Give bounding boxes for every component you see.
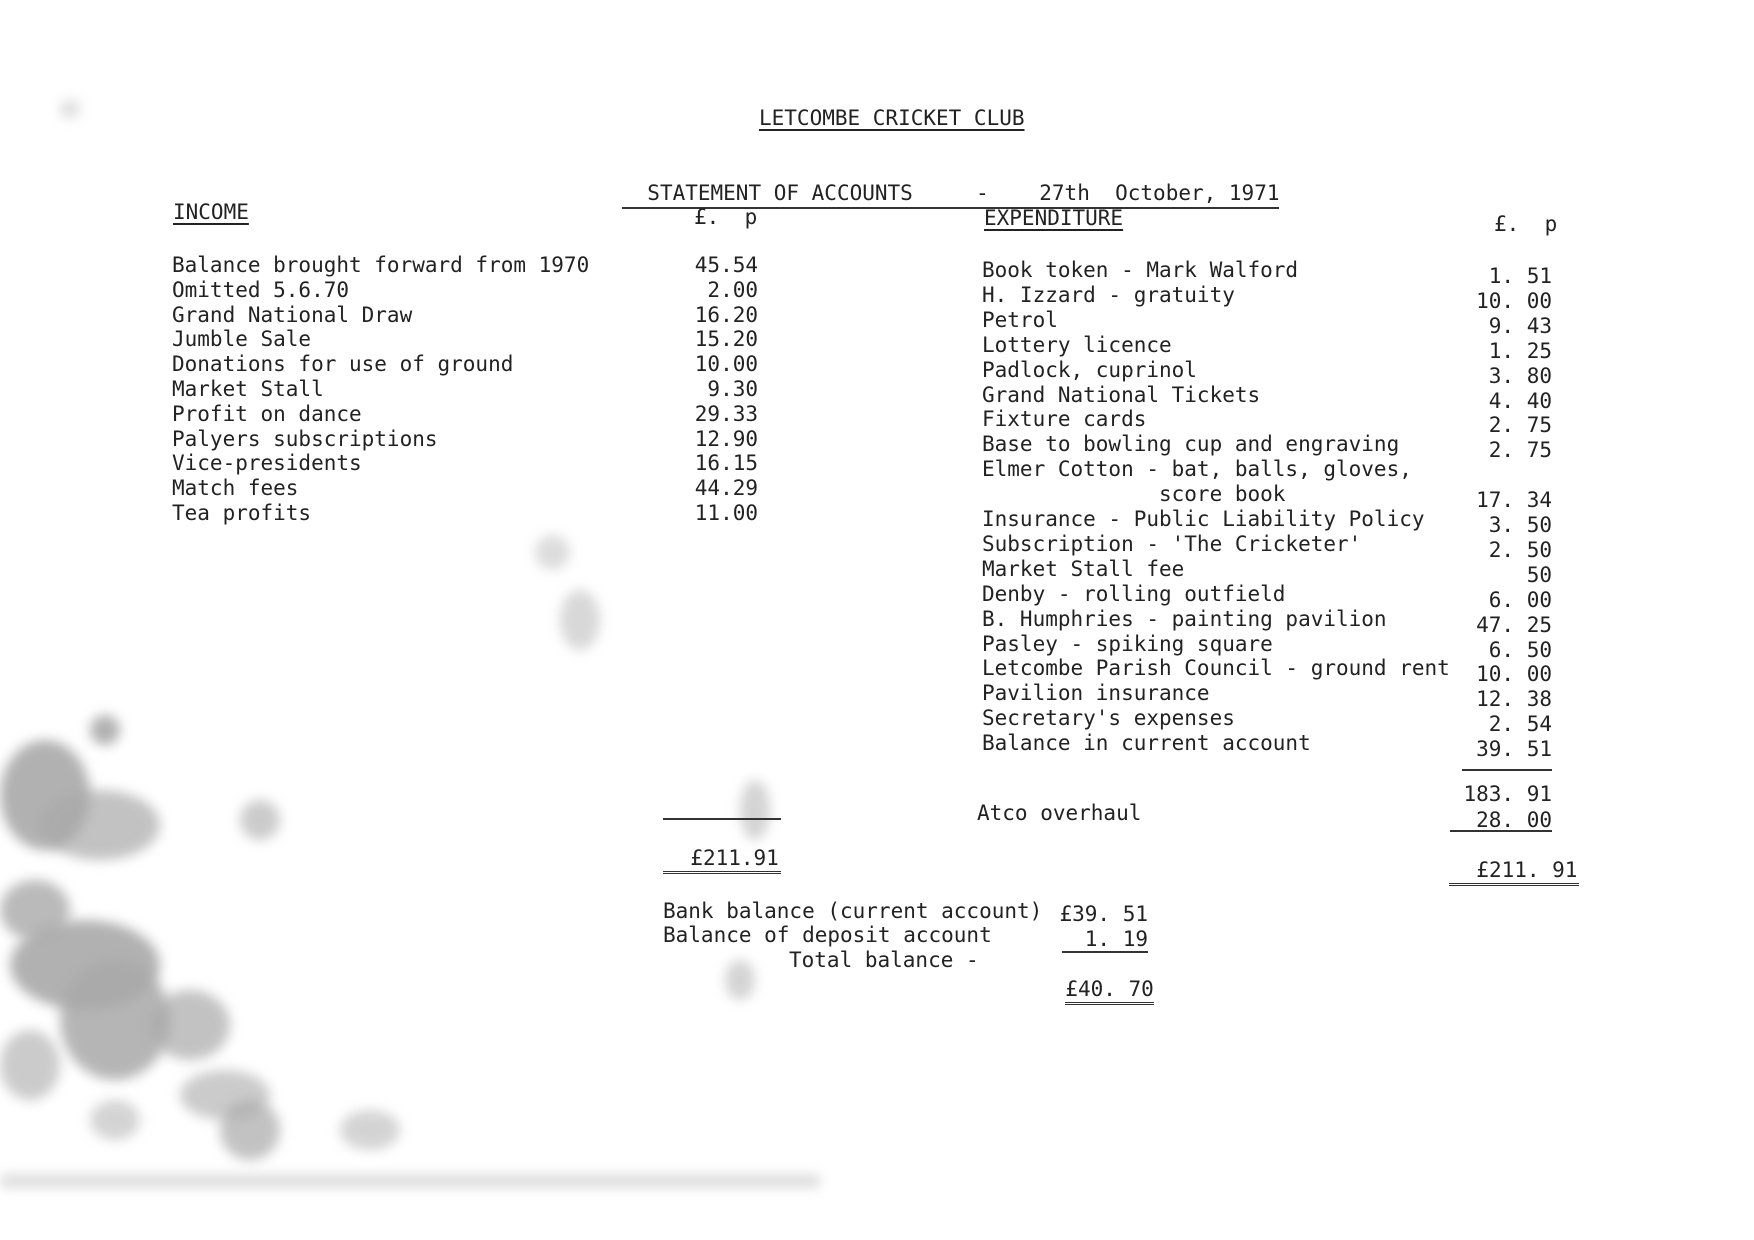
expenditure-item-amount: 47. 25	[1476, 613, 1552, 637]
expenditure-item-amount: 2. 75	[1488, 413, 1552, 437]
expenditure-item-label: score book	[982, 482, 1286, 506]
income-item-label: Profit on dance	[172, 402, 362, 426]
expenditure-item-amount: 6. 50	[1488, 638, 1552, 662]
expenditure-item-amount: 12. 38	[1476, 687, 1552, 711]
income-total-value: £211.91	[690, 846, 779, 870]
expenditure-total-value: £211. 91	[1476, 858, 1578, 882]
expenditure-item-label: H. Izzard - gratuity	[982, 283, 1235, 307]
expenditure-item-label: Pasley - spiking square	[982, 632, 1273, 656]
income-item-label: Grand National Draw	[172, 303, 413, 327]
deposit-balance-amount: 1. 19	[1084, 927, 1148, 951]
income-item-label: Palyers subscriptions	[172, 427, 438, 451]
income-item-amount: 9.30	[707, 377, 758, 401]
income-item-label: Omitted 5.6.70	[172, 278, 350, 302]
expenditure-subtotal-rule	[1462, 769, 1552, 771]
expenditure-item-label: Grand National Tickets	[982, 383, 1261, 407]
expenditure-item-label: Letcombe Parish Council - ground rent	[982, 656, 1450, 680]
atco-rule	[1450, 830, 1552, 832]
statement-date: 27th October, 1971	[1039, 181, 1280, 205]
atco-label: Atco overhaul	[977, 801, 1142, 825]
income-total	[663, 818, 781, 874]
income-item-amount: 12.90	[694, 427, 758, 451]
expenditure-item-label: Market Stall fee	[982, 557, 1185, 581]
expenditure-item-label: Balance in current account	[982, 731, 1311, 755]
expenditure-currency-header: £. p	[1494, 212, 1558, 236]
income-item-amount: 2.00	[707, 278, 758, 302]
expenditure-item-amount: 6. 00	[1488, 588, 1552, 612]
expenditure-item-amount: 50	[1526, 563, 1552, 587]
income-item-amount: 16.15	[694, 451, 758, 475]
expenditure-item-amount: 2. 54	[1488, 712, 1552, 736]
income-item-amount: 11.00	[694, 501, 758, 525]
expenditure-item-amount: 1. 51	[1488, 264, 1552, 288]
expenditure-item-amount: 3. 80	[1488, 364, 1552, 388]
total-balance-value: £40. 70	[1065, 977, 1154, 1005]
expenditure-item-label: Padlock, cuprinol	[982, 358, 1197, 382]
income-item-amount: 10.00	[694, 352, 758, 376]
income-item-label: Jumble Sale	[172, 327, 312, 351]
expenditure-item-label: Book token - Mark Walford	[982, 258, 1299, 282]
atco-amount: 28. 00	[1476, 808, 1552, 832]
income-item-amount: 45.54	[694, 253, 758, 277]
expenditure-item-label: Denby - rolling outfield	[982, 582, 1286, 606]
bank-balance-amount: £39. 51	[1059, 902, 1148, 926]
expenditure-item-amount: 10. 00	[1476, 289, 1552, 313]
expenditure-item-label: Elmer Cotton - bat, balls, gloves,	[982, 457, 1412, 481]
expenditure-item-amount: 2. 75	[1488, 438, 1552, 462]
expenditure-item-amount: 2. 50	[1488, 538, 1552, 562]
expenditure-item-label: Base to bowling cup and engraving	[982, 432, 1400, 456]
total-balance-amount	[1040, 953, 1154, 1001]
expenditure-subtotal: 183. 91	[1463, 782, 1552, 806]
expenditure-item-amount: 39. 51	[1476, 737, 1552, 761]
total-balance-label: Total balance -	[789, 948, 979, 972]
income-item-amount: 16.20	[694, 303, 758, 327]
expenditure-item-amount: 3. 50	[1488, 513, 1552, 537]
expenditure-item-amount: 17. 34	[1476, 488, 1552, 512]
expenditure-item-amount: 1. 25	[1488, 339, 1552, 363]
expenditure-item-label: Fixture cards	[982, 407, 1147, 431]
expenditure-item-label: Insurance - Public Liability Policy	[982, 507, 1425, 531]
expenditure-item-label: Secretary's expenses	[982, 706, 1235, 730]
income-item-amount: 29.33	[694, 402, 758, 426]
income-item-label: Donations for use of ground	[172, 352, 514, 376]
expenditure-item-amount: 10. 00	[1476, 662, 1552, 686]
income-heading: INCOME	[173, 200, 249, 224]
expenditure-item-label: Lottery licence	[982, 333, 1172, 357]
expenditure-item-label: Pavilion insurance	[982, 681, 1210, 705]
income-item-label: Vice-presidents	[172, 451, 362, 475]
expenditure-item-amount: 9. 43	[1488, 314, 1552, 338]
income-currency-header: £. p	[694, 205, 758, 229]
expenditure-item-label: Petrol	[982, 308, 1058, 332]
bank-balance-label: Bank balance (current account)	[663, 899, 1043, 923]
income-item-label: Match fees	[172, 476, 299, 500]
expenditure-item-amount: 4. 40	[1488, 389, 1552, 413]
income-item-label: Tea profits	[172, 501, 312, 525]
expenditure-item-label: Subscription - 'The Cricketer'	[982, 532, 1362, 556]
statement-dash: -	[976, 181, 989, 205]
statement-label: STATEMENT OF ACCOUNTS	[647, 181, 913, 205]
club-title: LETCOMBE CRICKET CLUB	[759, 106, 1025, 130]
income-item-amount: 44.29	[694, 476, 758, 500]
income-item-label: Balance brought forward from 1970	[172, 253, 590, 277]
deposit-balance-label: Balance of deposit account	[663, 923, 992, 947]
income-item-label: Market Stall	[172, 377, 324, 401]
expenditure-heading: EXPENDITURE	[984, 206, 1124, 230]
income-item-amount: 15.20	[694, 327, 758, 351]
expenditure-item-label: B. Humphries - painting pavilion	[982, 607, 1387, 631]
expenditure-total	[1449, 834, 1579, 886]
statement-heading	[622, 157, 1279, 209]
